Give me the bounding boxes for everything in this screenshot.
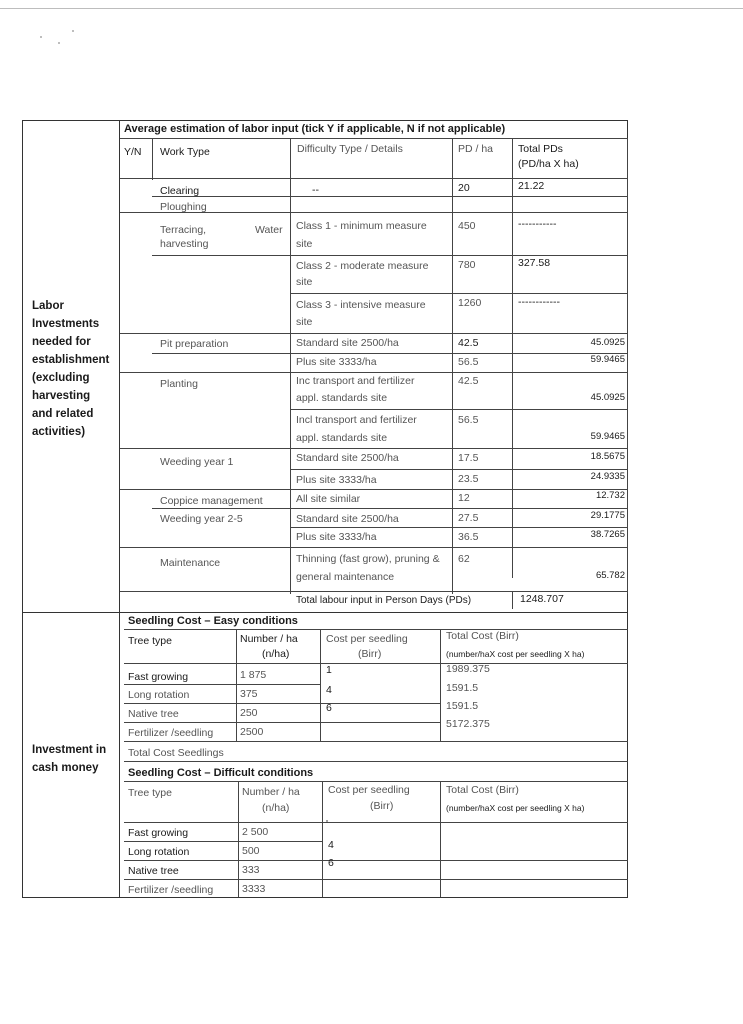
number-cell: 2 500	[242, 826, 269, 838]
pd-cell: 780	[458, 259, 476, 271]
detail-cell: Inc transport and fertilizer	[296, 375, 415, 387]
detail-cell: appl. standards site	[296, 392, 388, 404]
detail-cell: Class 1 - minimum measure	[296, 220, 427, 232]
header-total-pds-sub: (PD/ha X ha)	[518, 158, 579, 170]
rule	[124, 741, 628, 742]
rule	[120, 489, 628, 490]
rule	[124, 879, 628, 880]
header-difficulty: Difficulty Type / Details	[297, 143, 403, 155]
scan-speck	[72, 30, 74, 32]
rule	[452, 138, 453, 594]
tree-type-cell: Native tree	[128, 865, 179, 877]
rule	[290, 409, 628, 410]
pd-cell: 450	[458, 220, 476, 232]
labor-section-label	[32, 297, 118, 441]
cost-cell: '	[326, 818, 329, 830]
pd-cell: 36.5	[458, 531, 479, 543]
work-type-cell: Coppice management	[160, 495, 263, 507]
rule	[124, 703, 440, 704]
label-line: and related	[32, 408, 94, 420]
tree-type-cell: Long rotation	[128, 689, 190, 701]
pd-cell: 42.5	[458, 375, 479, 387]
rule	[124, 663, 628, 664]
header-cost-sub: (Birr)	[370, 800, 394, 812]
label-line: cash money	[32, 762, 99, 774]
rule	[120, 372, 628, 373]
header-number-sub: (n/ha)	[262, 648, 290, 660]
label-line: (excluding	[32, 372, 90, 384]
detail-cell: Thinning (fast grow), pruning &	[296, 553, 440, 565]
label-line: activities)	[32, 426, 86, 438]
total-cost-cell: 1591.5	[446, 682, 479, 694]
header-pd-ha: PD / ha	[458, 143, 494, 155]
pd-cell: 27.5	[458, 512, 479, 524]
number-cell: 500	[242, 845, 260, 857]
rule	[290, 469, 628, 470]
tree-type-cell: Long rotation	[128, 846, 190, 858]
detail-cell: Class 3 - intensive measure	[296, 299, 426, 311]
detail-cell: --	[312, 184, 319, 196]
total-cell: 327.58	[518, 257, 551, 269]
tree-type-cell: Fertilizer /seedling	[128, 727, 214, 739]
work-type-cell: Water	[255, 224, 283, 236]
header-cost: Cost per seedling	[328, 784, 410, 796]
pd-cell: 56.5	[458, 414, 479, 426]
cost-cell: 1	[326, 664, 332, 676]
total-cost-cell: 1989.375	[446, 663, 490, 675]
header-number-sub: (n/ha)	[262, 802, 290, 814]
labor-table-heading: Average estimation of labor input (tick Y if applicable, N if not applicable)	[124, 123, 506, 135]
rule	[124, 722, 440, 723]
total-cell: 21.22	[518, 180, 545, 192]
pd-cell: 1260	[458, 297, 482, 309]
total-cell: 38.7265	[590, 529, 625, 540]
work-type-cell: Weeding year 1	[160, 456, 234, 468]
tree-type-cell: Fast growing	[128, 827, 189, 839]
cost-cell: 6	[328, 857, 334, 869]
rule	[124, 860, 628, 861]
work-type-cell: Weeding year 2-5	[160, 513, 243, 525]
total-cell: 12.732	[595, 490, 625, 501]
rule	[512, 591, 513, 609]
header-cost: Cost per seedling	[326, 633, 408, 645]
total-labour-value: 1248.707	[520, 593, 564, 605]
header-total-cost: Total Cost (Birr)	[446, 784, 519, 796]
total-cell: 45.0925	[590, 392, 625, 403]
rule	[120, 591, 628, 592]
total-cell: 65.782	[595, 570, 625, 581]
header-total-cost-sub: (number/haX cost per seedling X ha)	[446, 649, 585, 659]
rule	[152, 196, 628, 197]
total-cost-seedlings: Total Cost Seedlings	[128, 747, 224, 759]
detail-cell: Class 2 - moderate measure	[296, 260, 429, 272]
work-type-cell: harvesting	[160, 238, 209, 250]
detail-cell: All site similar	[296, 493, 361, 505]
number-cell: 250	[240, 707, 258, 719]
detail-cell: Incl transport and fertilizer	[296, 414, 417, 426]
detail-cell: Standard site 2500/ha	[296, 513, 399, 525]
total-cost-cell: 5172.375	[446, 718, 490, 730]
pd-cell: 12	[458, 492, 470, 504]
detail-cell: Plus site 3333/ha	[296, 531, 377, 543]
header-yn: Y/N	[124, 146, 142, 158]
total-cell: ------------	[518, 296, 560, 308]
number-cell: 3333	[242, 883, 266, 895]
work-type-cell: Clearing	[160, 185, 200, 197]
pd-cell: 56.5	[458, 356, 479, 368]
total-labour-label: Total labour input in Person Days (PDs)	[296, 595, 472, 606]
rule	[627, 138, 628, 594]
header-total-cost-sub: (number/haX cost per seedling X ha)	[446, 803, 585, 813]
rule	[440, 629, 441, 741]
rule	[236, 629, 237, 741]
total-cost-cell: 1591.5	[446, 700, 479, 712]
number-cell: 333	[242, 864, 260, 876]
number-cell: 2500	[240, 726, 264, 738]
total-cell: 24.9335	[590, 471, 625, 482]
rule	[290, 138, 291, 594]
detail-cell: general maintenance	[296, 571, 395, 583]
rule	[120, 547, 628, 548]
header-work-type: Work Type	[160, 146, 210, 158]
work-type-cell: Terracing,	[160, 224, 207, 236]
rule	[124, 629, 628, 630]
header-tree-type: Tree type	[128, 787, 172, 799]
number-cell: 1 875	[240, 669, 267, 681]
scan-speck	[40, 36, 42, 38]
easy-table-title: Seedling Cost – Easy conditions	[128, 615, 298, 627]
pd-cell: 62	[458, 553, 470, 565]
detail-cell: appl. standards site	[296, 432, 388, 444]
rule	[320, 629, 321, 741]
total-cell: 45.0925	[590, 337, 625, 348]
total-cell: 18.5675	[590, 451, 625, 462]
cost-cell: 6	[326, 702, 332, 714]
rule	[120, 138, 628, 139]
rule	[124, 761, 628, 762]
number-cell: 375	[240, 688, 258, 700]
total-cell: 29.1775	[590, 510, 625, 521]
section-divider	[22, 612, 628, 613]
header-cost-sub: (Birr)	[358, 648, 382, 660]
tree-type-cell: Fast growing	[128, 671, 189, 683]
rule	[120, 178, 628, 179]
pd-cell: 42.5	[458, 337, 479, 349]
detail-cell: Plus site 3333/ha	[296, 356, 377, 368]
row-label-column	[22, 120, 120, 898]
rule	[124, 841, 322, 842]
scan-speck	[58, 42, 60, 44]
cash-section-label	[32, 741, 118, 777]
rule	[124, 684, 320, 685]
total-cell: 59.9465	[590, 431, 625, 442]
label-line: harvesting	[32, 390, 91, 402]
detail-cell: site	[296, 238, 313, 250]
label-line: establishment	[32, 354, 110, 366]
detail-cell: Standard site 2500/ha	[296, 337, 399, 349]
rule	[120, 333, 628, 334]
rule	[290, 527, 628, 528]
rule	[152, 353, 628, 354]
pd-cell: 20	[458, 182, 470, 194]
work-type-cell: Maintenance	[160, 557, 221, 569]
detail-cell: site	[296, 316, 313, 328]
rule	[124, 822, 628, 823]
rule	[124, 781, 628, 782]
detail-cell: site	[296, 276, 313, 288]
rule	[290, 293, 628, 294]
tree-type-cell: Native tree	[128, 708, 179, 720]
cost-cell: 4	[326, 684, 332, 696]
rule	[152, 508, 628, 509]
work-type-cell: Pit preparation	[160, 338, 229, 350]
label-line: Investment in	[32, 744, 107, 756]
work-type-cell: Planting	[160, 378, 198, 390]
total-cell: -----------	[518, 218, 557, 230]
header-total-pds: Total PDs	[518, 143, 563, 155]
cost-cell: 4	[328, 839, 334, 851]
detail-cell: Standard site 2500/ha	[296, 452, 399, 464]
label-line: Investments	[32, 318, 100, 330]
header-total-cost: Total Cost (Birr)	[446, 630, 519, 642]
label-line: needed for	[32, 336, 91, 348]
work-type-cell: Ploughing	[160, 201, 207, 213]
tree-type-cell: Fertilizer /seedling	[128, 884, 214, 896]
rule	[512, 138, 513, 578]
header-tree-type: Tree type	[128, 635, 172, 647]
header-number: Number / ha	[240, 633, 298, 645]
detail-cell: Plus site 3333/ha	[296, 474, 377, 486]
rule	[152, 255, 628, 256]
pd-cell: 23.5	[458, 473, 479, 485]
scan-edge-line	[0, 8, 743, 9]
pd-cell: 17.5	[458, 452, 479, 464]
difficult-table-title: Seedling Cost – Difficult conditions	[128, 767, 314, 779]
total-cell: 59.9465	[590, 354, 625, 365]
rule	[152, 138, 153, 180]
rule	[120, 448, 628, 449]
label-line: Labor	[32, 300, 64, 312]
header-number: Number / ha	[242, 786, 300, 798]
